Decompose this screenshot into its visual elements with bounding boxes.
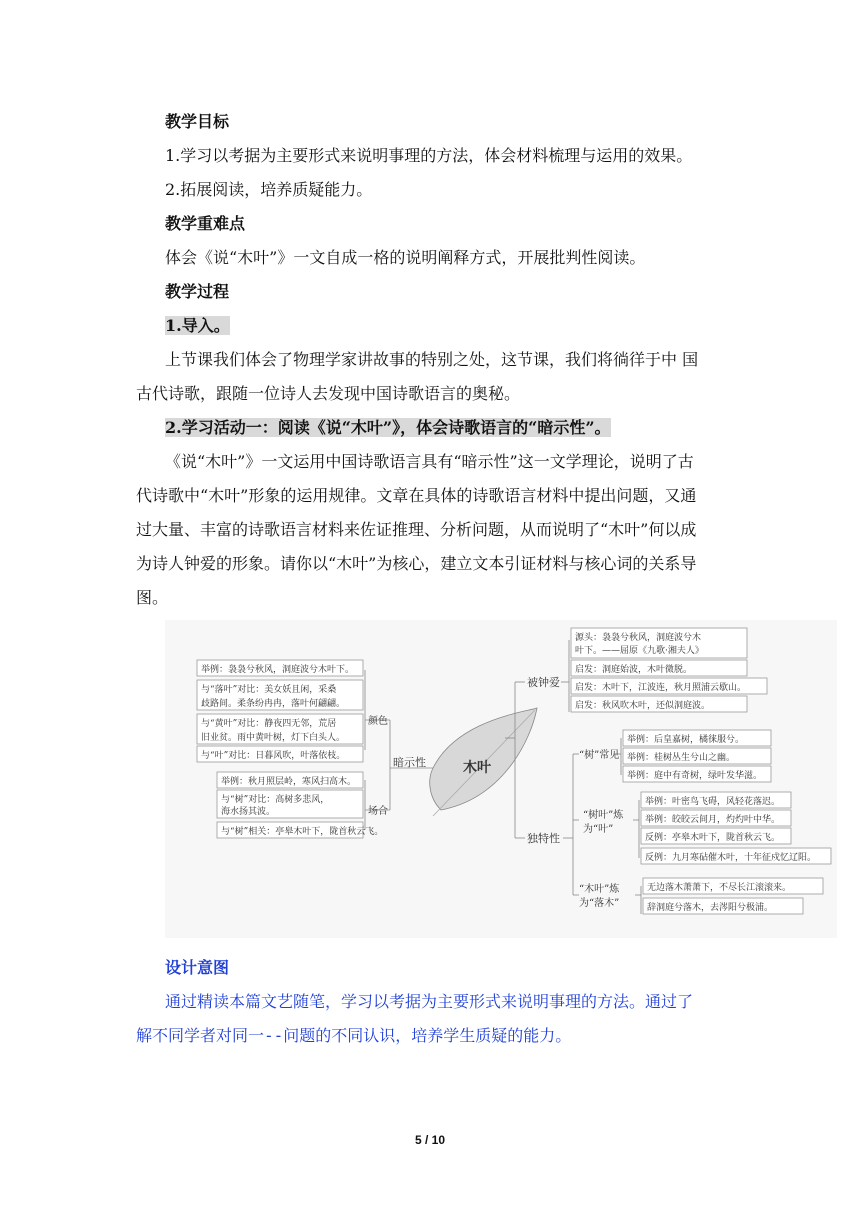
mindmap-wood-leaf-label-1: “木叶”炼 bbox=[579, 884, 620, 895]
step2-line-1: 《说“木叶”》一文运用中国诗歌语言具有“暗示性”这一文学理论，说明了古 bbox=[165, 452, 694, 471]
difficulty-heading: 教学重难点 bbox=[165, 214, 246, 233]
step1-line-1: 上节课我们体会了物理学家讲故事的特别之处，这节课，我们将徜徉于中 国 bbox=[165, 350, 699, 369]
mindmap-tree-common-label: “树”常见 bbox=[579, 750, 620, 761]
mindmap-color-item-3: 歧路间。柔条纷冉冉，落叶何翩翩。 bbox=[201, 699, 346, 709]
mindmap-wood-leaf-item-2: 辞洞庭兮落木，去涔阳兮极浦。 bbox=[647, 903, 774, 913]
mindmap-branch-unique: 独特性 bbox=[527, 832, 560, 845]
mindmap-color-boxes bbox=[197, 660, 363, 762]
step2-line-3: 过大量、丰富的诗歌语言材料来佐证推理、分析问题，从而说明了“木叶”何以成 bbox=[136, 520, 697, 539]
step2-heading bbox=[165, 416, 611, 440]
mindmap-tree-leaf-item-4: 反例：九月寒砧催木叶，十年征戍忆辽阳。 bbox=[645, 853, 817, 863]
mindmap-color-item-4: 与“黄叶”对比：静夜四无邻，荒居 bbox=[201, 719, 337, 729]
mindmap-loved-item-1: 源头：袅袅兮秋风，洞庭波兮木 bbox=[575, 633, 702, 643]
step2-line-2: 代诗歌中“木叶”形象的运用规律。文章在具体的诗歌语言材料中提出问题，又通 bbox=[136, 486, 697, 505]
mindmap-color-item-2: 与“落叶”对比：美女妖且闲，采桑 bbox=[201, 685, 337, 695]
mindmap-color-item-1: 举例：袅袅兮秋风，洞庭波兮木叶下。 bbox=[201, 665, 355, 675]
mindmap-tree-leaf-item-1: 举例：叶密鸟飞碍，风轻花落迟。 bbox=[645, 797, 781, 807]
mindmap-loved-item-3: 启发：洞庭始波，木叶微脱。 bbox=[575, 665, 693, 675]
mindmap-tree-leaf-label-1: “树叶”炼 bbox=[583, 810, 624, 821]
mindmap-sub-color: 颜色 bbox=[368, 716, 388, 727]
mindmap-tree-leaf-label-2: 为“叶” bbox=[583, 824, 614, 835]
mindmap-occasion-item-2: 与“树”对比：高树多悲风， bbox=[221, 795, 330, 805]
mindmap-center-leaf bbox=[430, 708, 537, 816]
design-intent-heading: 设计意图 bbox=[165, 958, 230, 977]
mindmap-color-item-6: 与“叶”对比：日暮风吹，叶落依枝。 bbox=[201, 751, 346, 761]
step1-heading bbox=[165, 314, 230, 338]
difficulty-text: 体会《说“木叶”》一文自成一格的说明阐释方式，开展批判性阅读。 bbox=[165, 248, 646, 267]
mindmap-tree-common-item-1: 举例：后皇嘉树，橘徕服兮。 bbox=[627, 735, 745, 745]
mindmap-tree-common-item-2: 举例：桂树丛生兮山之幽。 bbox=[627, 753, 736, 763]
mindmap-sub-occasion: 场合 bbox=[368, 806, 388, 817]
mindmap-occasion-item-4: 与“树”相关：亭皋木叶下，陇首秋云飞。 bbox=[221, 827, 384, 837]
page-number: 5 / 10 bbox=[414, 1133, 446, 1147]
mindmap-occasion-item-3: 海水扬其波。 bbox=[221, 807, 276, 817]
mindmap-tree-common-item-3: 举例：庭中有奇树，绿叶发华滋。 bbox=[627, 771, 763, 781]
mindmap-wood-leaf-label-2: 为“落木” bbox=[579, 898, 620, 909]
mindmap-loved-item-4: 启发：木叶下，江波连，秋月照浦云歇山。 bbox=[575, 683, 747, 693]
objectives-heading: 教学目标 bbox=[165, 112, 230, 131]
mindmap-left-branch: 暗示性 bbox=[393, 756, 426, 769]
mindmap-figure bbox=[165, 620, 837, 938]
mindmap-color-item-5: 旧业贫。雨中黄叶树，灯下白头人。 bbox=[201, 733, 346, 743]
step2-line-5: 图。 bbox=[136, 588, 169, 607]
objective-2: 2.拓展阅读，培养质疑能力。 bbox=[165, 180, 373, 199]
step2-line-4: 为诗人钟爱的形象。请你以“木叶”为核心，建立文本引证材料与核心词的关系导 bbox=[136, 554, 697, 573]
step1-line-2: 古代诗歌，跟随一位诗人去发现中国诗歌语言的奥秘。 bbox=[136, 384, 521, 403]
process-heading: 教学过程 bbox=[165, 282, 230, 301]
mindmap-branch-loved: 被钟爱 bbox=[527, 676, 560, 689]
mindmap-tree-leaf-item-3: 反例：亭皋木叶下，陇首秋云飞。 bbox=[645, 833, 781, 843]
step2-heading-text: 2.学习活动一：阅读《说“木叶”》，体会诗歌语言的“暗示性”。 bbox=[165, 418, 611, 437]
mindmap-loved-item-2: 叶下。——屈原《九歌·湘夫人》 bbox=[575, 646, 704, 656]
mindmap-center-label: 木叶 bbox=[463, 760, 491, 776]
step1-heading-text: 1.导入。 bbox=[165, 316, 230, 335]
mindmap-loved-item-5: 启发：秋风吹木叶，还似洞庭波。 bbox=[575, 701, 711, 711]
mindmap-tree-leaf-item-2: 举例：皎皎云间月，灼灼叶中华。 bbox=[645, 815, 781, 825]
mindmap-wood-leaf-item-1: 无边落木萧萧下，不尽长江滚滚来。 bbox=[647, 883, 792, 893]
mindmap-occasion-item-1: 举例：秋月照层岭，寒风扫高木。 bbox=[221, 777, 357, 787]
objective-1: 1.学习以考据为主要形式来说明事理的方法，体会材料梳理与运用的效果。 bbox=[165, 146, 693, 165]
design-intent-line-1: 通过精读本篇文艺随笔，学习以考据为主要形式来说明事理的方法。通过了 bbox=[165, 992, 694, 1011]
design-intent-line-2: 解不同学者对同一--问题的不同认识，培养学生质疑的能力。 bbox=[136, 1026, 572, 1045]
